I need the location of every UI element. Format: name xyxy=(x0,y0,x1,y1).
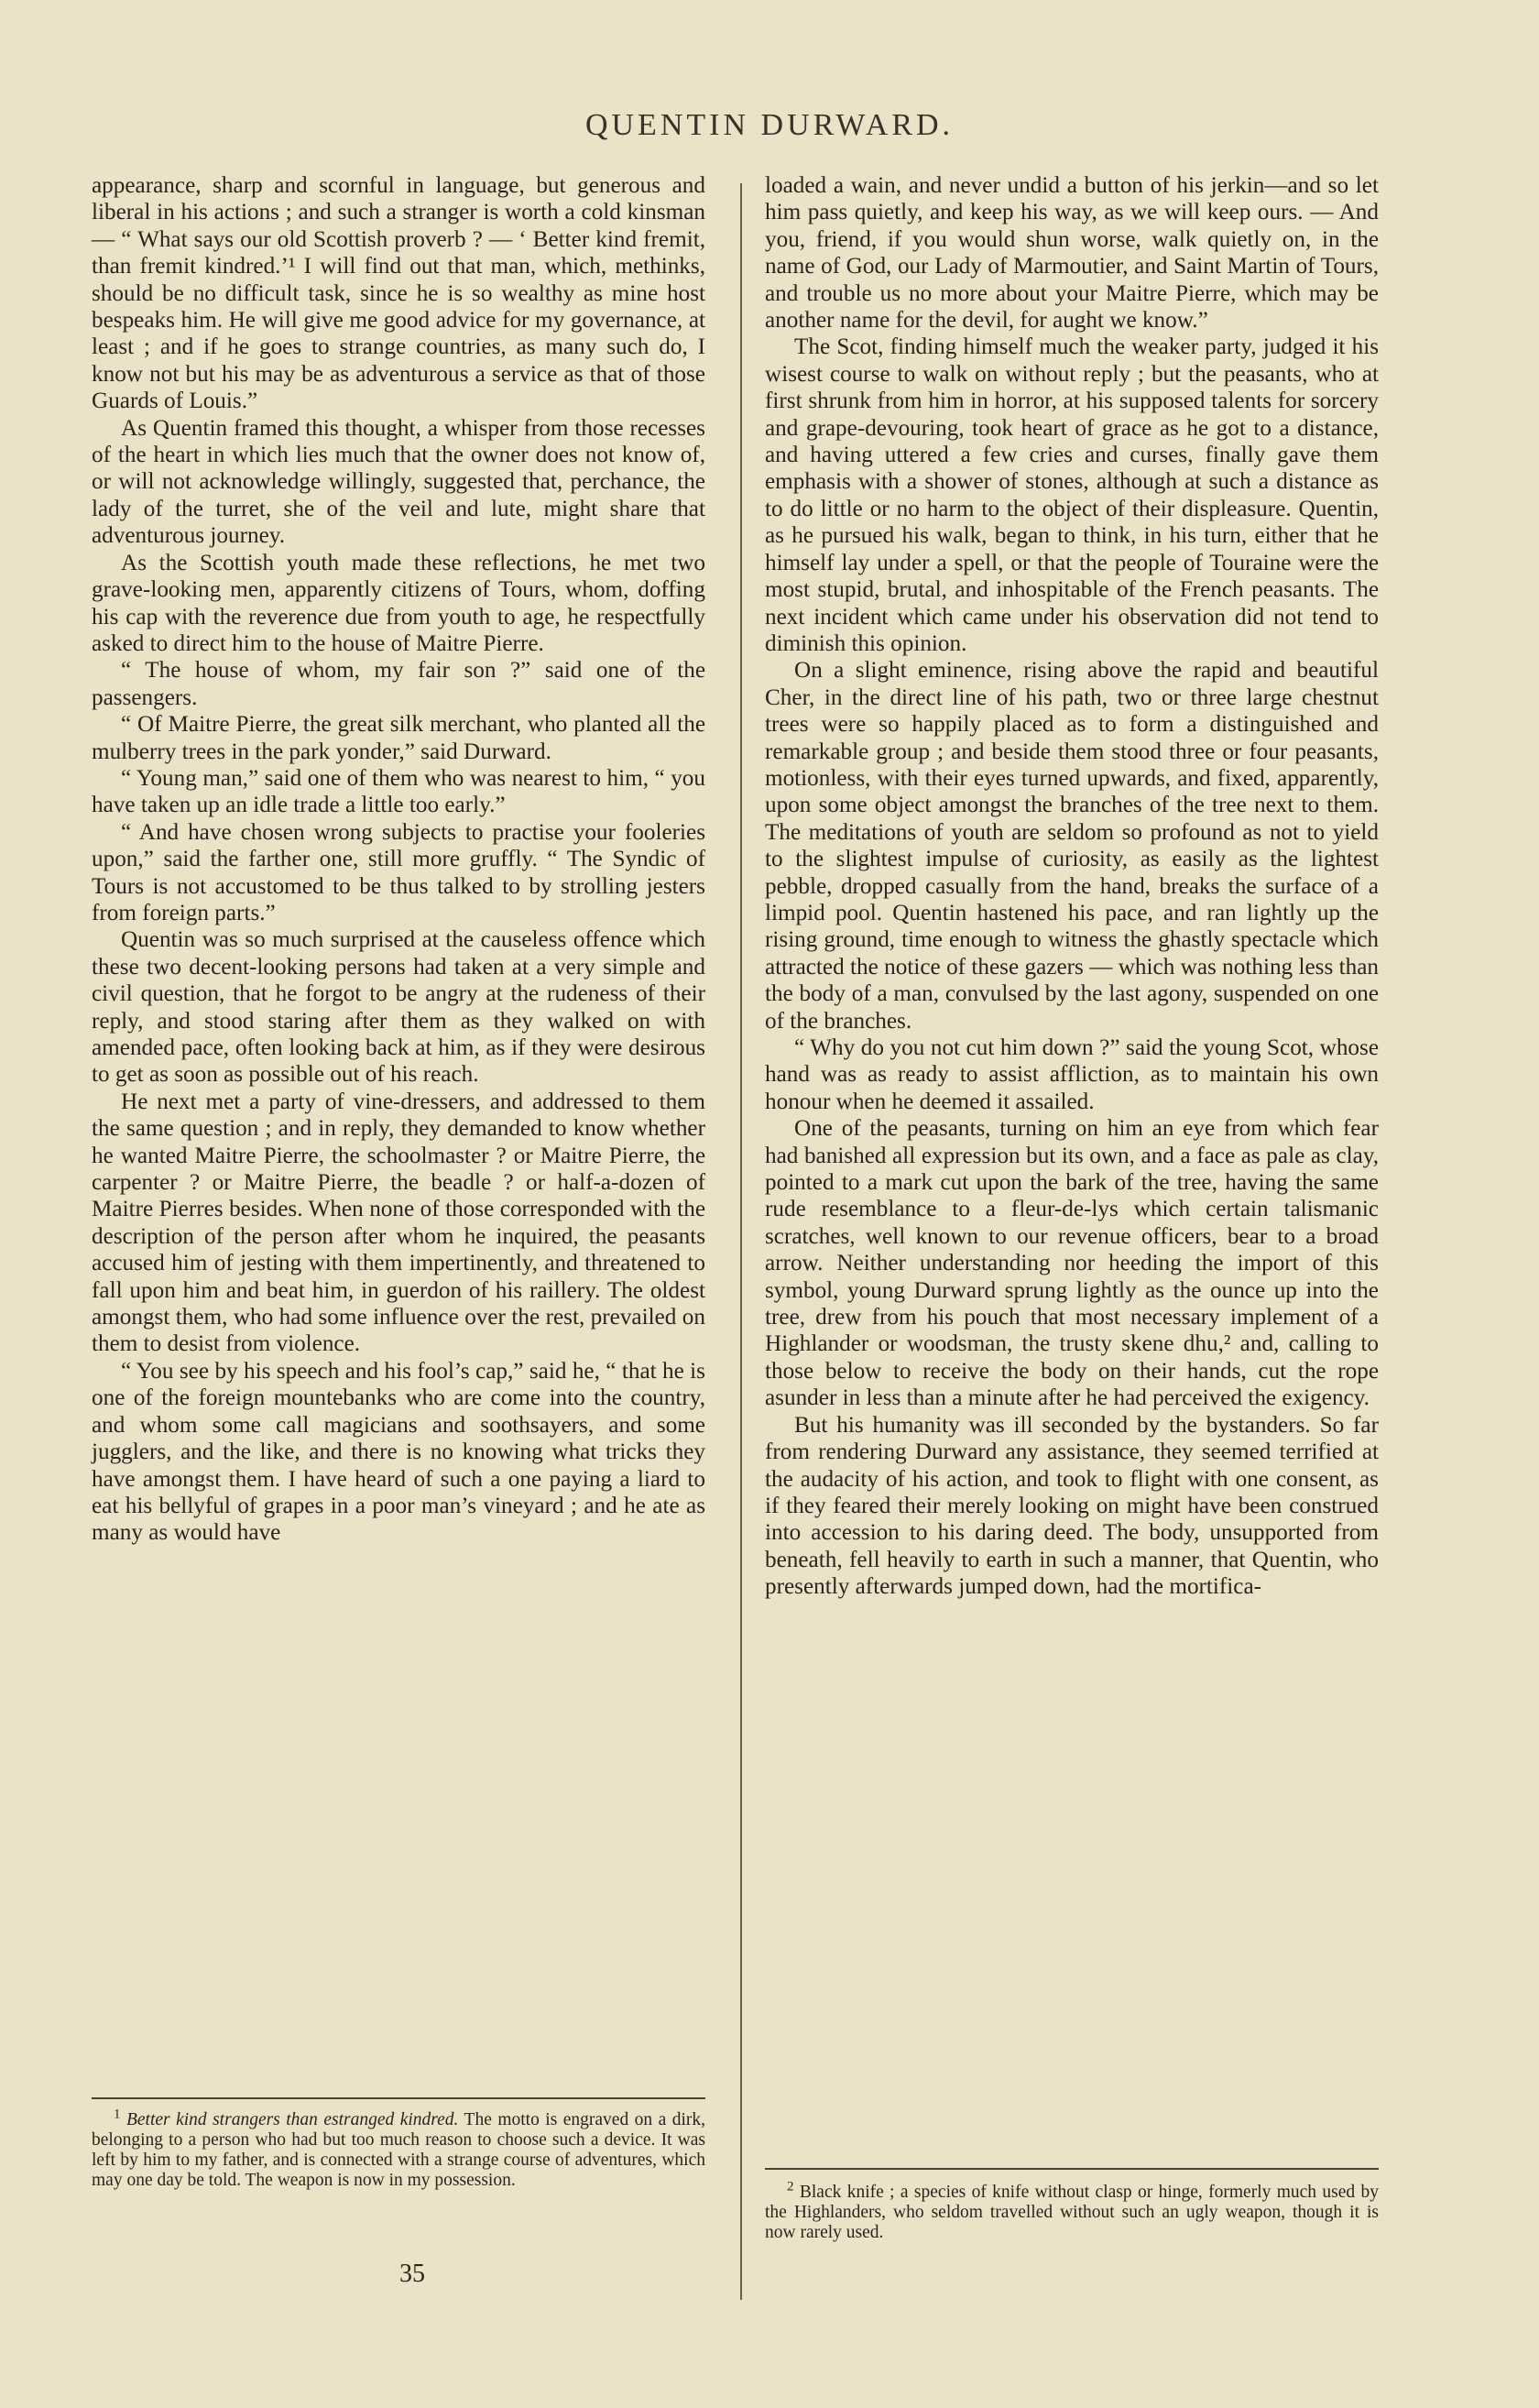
footnote-marker: 1 xyxy=(114,2107,121,2122)
paragraph: On a slight eminence, rising above the rapid and beautiful Cher, in the direct line of his path, two or three large chestnut trees were so happily placed as to form a distinguished and remarkable group ; and beside them stood three or four peasants, motionless, with their eyes turned upwards, and fixed, apparently, upon some object amongst the branches of the tree next to them. The meditations of youth are seldom so profound as not to yield to the slightest impulse of curiosity, as easily as the lightest pebble, dropped casually from the hand, breaks the surface of a limpid pool. Quentin hastened his pace, and ran lightly up the rising ground, time enough to witness the ghastly spectacle which attracted the notice of these gazers — which was nothing less than the body of a man, convulsed by the last agony, suspended on one of the branches. xyxy=(765,658,1379,1034)
paragraph: He next met a party of vine-dressers, and addressed to them the same question ; and in reply, they demanded to know whether he wanted Maitre Pierre, the schoolmaster ? or Maitre Pierre, the carpenter ? or Maitre Pierre, the beadle ? or half-a-dozen of Maitre Pierres besides. When none of those corresponded with the description of the person after whom he inquired, the peasants accused him of jesting with them impertinently, and threatened to fall upon him and beat him, in guerdon of his raillery. The oldest amongst them, who had some influence over the rest, prevailed on them to desist from violence. xyxy=(92,1089,705,1357)
footnote-rule xyxy=(765,2168,1379,2170)
right-column xyxy=(765,172,1379,1601)
paragraph: “ Young man,” said one of them who was nearest to him, “ you have taken up an idle trade a little too early.” xyxy=(92,765,705,818)
paragraph: loaded a wain, and never undid a button of his jerkin—and so let him pass quietly, and keep his way, as we will keep ours. — And you, friend, if you would shun worse, walk quietly on, in the name of God, our Lady of Marmoutier, and Saint Martin of Tours, and trouble us no more about your Maitre Pierre, which may be another name for the devil, for aught we know.” xyxy=(765,173,1379,334)
paragraph: “ The house of whom, my fair son ?” said one of the passengers. xyxy=(92,658,705,710)
paragraph: As the Scottish youth made these reflections, he met two grave-looking men, apparently citizens of Tours, whom, doffing his cap with the reverence due from youth to age, he respectfully asked to direct him to the house of Maitre Pierre. xyxy=(92,550,705,656)
footnote-1 xyxy=(92,2107,706,2191)
page-number: 35 xyxy=(399,2260,425,2288)
paragraph: appearance, sharp and scornful in language, but generous and liberal in his actions ; and such a stranger is worth a cold kinsman — “ What says our old Scottish proverb ? — ‘ Better kind fremit, than fremit kindred.’¹ I will find out that man, which, methinks, should be no difficult task, since he is so wealthy as mine host bespeaks him. He will give me good advice for my governance, at least ; and if he goes to strange countries, as many such do, I know not but his may be as adventurous a service as that of those Guards of Louis.” xyxy=(92,173,705,414)
paragraph: But his humanity was ill seconded by the bystanders. So far from rendering Durward any assistance, they seemed terrified at the audacity of his action, and took to flight with one consent, as if they feared their merely looking on might have been construed into accession to his daring deed. The body, unsupported from beneath, fell heavily to earth in such a manner, that Quentin, who presently afterwards jumped down, had the mortifica- xyxy=(765,1412,1379,1600)
column-divider xyxy=(740,183,742,2300)
paragraph: As Quentin framed this thought, a whisper from those recesses of the heart in which lies much that the owner does not know of, or will not acknowledge willingly, suggested that, perchance, the lady of the turret, she of the veil and lute, might share that adventurous journey. xyxy=(92,415,705,549)
paragraph: “ You see by his speech and his fool’s cap,” said he, “ that he is one of the foreign mountebanks who are come into the country, and whom some call magicians and soothsayers, and some jugglers, and the like, and there is no knowing what tricks they have amongst them. I have heard of such a one paying a liard to eat his bellyful of grapes in a poor man’s vineyard ; and he ate as many as would have xyxy=(92,1358,705,1546)
footnote-lead: Better kind strangers than estranged kindred. xyxy=(126,2110,459,2129)
left-column xyxy=(92,172,705,1547)
paragraph: The Scot, finding himself much the weaker party, judged it his wisest course to walk on without reply ; but the peasants, who at first shrunk from him in horror, at his supposed talents for sorcery and grape-devouring, took heart of grace as he got to a distance, and having uttered a few cries and curses, finally gave them emphasis with a shower of stones, although at such a distance as to do little or no harm to the object of their displeasure. Quentin, as he pursued his walk, began to think, in his turn, either that he himself lay under a spell, or that the people of Touraine were the most stupid, brutal, and inhospitable of the French peasants. The next incident which came under his observation did not tend to diminish this opinion. xyxy=(765,334,1379,656)
footnote-text: Black knife ; a species of knife without clasp or hinge, formerly much used by the Highlanders, who seldom travelled without such an ugly weapon, though it is now rarely used. xyxy=(765,2183,1380,2242)
paragraph: Quentin was so much surprised at the causeless offence which these two decent-looking persons had taken at a very simple and civil question, that he forgot to be angry at the rudeness of their reply, and stood staring after them as they walked on with amended pace, often looking back at him, as if they were desirous to get as soon as possible out of his reach. xyxy=(92,927,705,1088)
footnote-rule xyxy=(92,2097,705,2099)
paragraph: “ Why do you not cut him down ?” said the young Scot, whose hand was as ready to assist affliction, as to maintain his own honour when he deemed it assailed. xyxy=(765,1035,1379,1114)
paragraph: One of the peasants, turning on him an eye from which fear had banished all expression but its own, and a face as pale as clay, pointed to a mark cut upon the bark of the tree, having the same rude resemblance to a fleur-de-lys which certain talismanic scratches, well known to our revenue officers, bear to a broad arrow. Neither understanding nor heeding the import of this symbol, young Durward sprung lightly as the ounce up into the tree, drew from his pouch that most necessary implement of a Highlander or woodsman, the trusty skene dhu,² and, calling to those below to receive the body on their hands, cut the rope asunder in less than a minute after he had perceived the exigency. xyxy=(765,1116,1379,1411)
running-header: QUENTIN DURWARD. xyxy=(584,108,955,142)
footnote-text: The motto is engraved on a dirk, belonging to a person who had but too much reason to choose such a device. It was left by him to my father, and is connected with a strange course of adventures, which may one day be told. The weapon is now in my possession. xyxy=(92,2110,706,2190)
footnote-marker: 2 xyxy=(787,2179,794,2195)
footnote-2 xyxy=(765,2179,1380,2243)
paragraph: “ Of Maitre Pierre, the great silk merchant, who planted all the mulberry trees in the park yonder,” said Durward. xyxy=(92,712,705,764)
paragraph: “ And have chosen wrong subjects to practise your fooleries upon,” said the farther one, still more gruffly. “ The Syndic of Tours is not accustomed to be thus talked to by strolling jesters from foreign parts.” xyxy=(92,819,705,925)
